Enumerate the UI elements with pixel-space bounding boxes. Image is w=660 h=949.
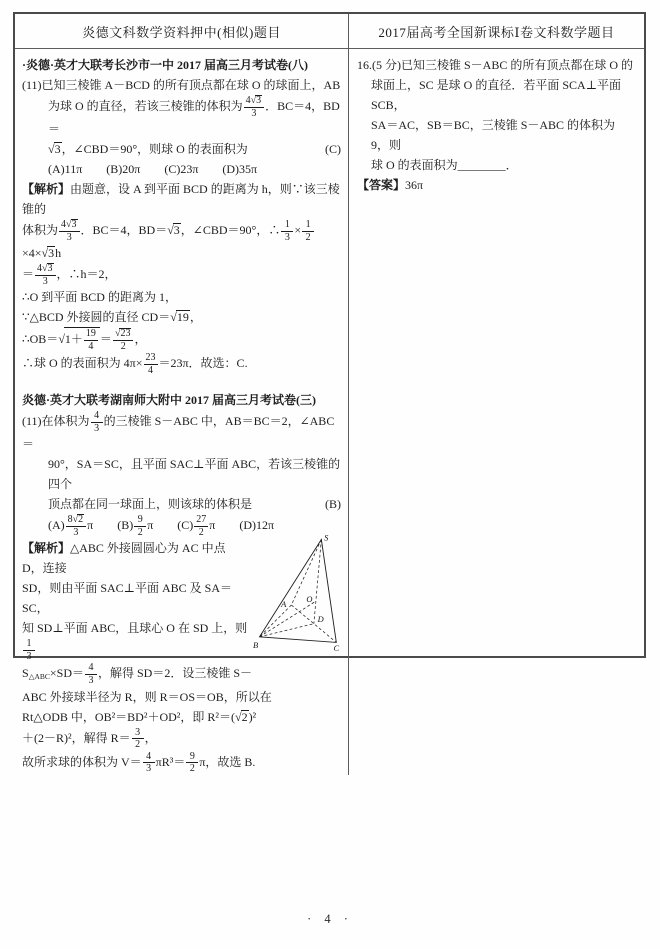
text-line: (11)在体积为 $\frac{4}{3}$ 的三棱锥 S－ABC 中，AB＝BC＝2，∠ABC＝: [22, 410, 335, 451]
left-column: [15, 49, 349, 775]
answer: 【答案】36π: [357, 178, 424, 192]
text-line: (C) √3，∠CBD＝90°，则球 O 的表面积为: [22, 139, 341, 159]
text-line: ∴O 到平面 BCD 的距离为 1，: [22, 290, 177, 304]
text-line: ABC 外接球半径为 R，则 R＝OS＝OB，所以在: [22, 689, 272, 704]
text-line: ∵△BCD 外接圆的直径 CD＝√19，: [22, 310, 202, 324]
figure-solid-edges: [260, 539, 337, 642]
options: (A)11π (B)20π (C)23π (D)35π: [48, 162, 258, 176]
problem-16: [357, 55, 636, 195]
text-line: Rt△ODB 中，OB²＝BD²＋OD²，即 R²＝(√2)²: [22, 709, 257, 724]
tetrahedron-figure: [253, 528, 341, 652]
text-line: ∴OB＝√1＋ $\frac{19}{4}$ ＝ $\frac{√23}{2}$ ，: [22, 328, 147, 352]
solution-2-block: [22, 532, 341, 775]
answer-letter: (B): [325, 497, 341, 511]
table-header-row: [15, 14, 644, 49]
document-table: [13, 12, 646, 775]
figure-label-s: S: [324, 532, 329, 543]
text-line: 【解析】△ABC 外接圆圆心为 AC 中点 D，连接: [22, 541, 226, 575]
table-body-row: [15, 49, 644, 775]
text-line: 【解析】由题意，设 A 到平面 BCD 的距离为 h，则∵该三棱锥的: [22, 182, 340, 216]
text-line: (B) 顶点都在同一球面上，则该球的体积是: [22, 494, 341, 514]
text-line: ∴球 O 的表面积为 4π× $\frac{23}{4}$ ＝23π．故选：C.: [22, 352, 248, 376]
source-title: 炎德·英才大联考湖南师大附中 2017 届高三月考试卷(三): [22, 393, 316, 407]
figure-line-bo: [260, 598, 316, 637]
options: (A) $\frac{8√2}{3}$ π (B) $\frac{9}{2}$ π (C) $\frac{27}{2}$ π (D)12π: [48, 514, 275, 538]
problem-2: [22, 390, 341, 538]
text-line: 90°，SA＝SC，且平面 SAC⊥平面 ABC，若该三棱锥的四个: [48, 457, 341, 491]
right-column: [349, 49, 644, 775]
source-title: ·炎德·英才大联考长沙市一中 2017 届高三月考试卷(八): [22, 58, 308, 72]
text-line: SA＝AC，SB＝BC，三棱锥 S－ABC 的体积为 9，则: [371, 118, 616, 152]
text-line: 16.(5 分)已知三棱锥 S－ABC 的所有顶点都在球 O 的: [357, 58, 634, 72]
figure-label-d: D: [317, 613, 324, 624]
header-cell-left: [15, 14, 349, 48]
problem-1: [22, 55, 341, 179]
figure-label-b: B: [253, 640, 259, 651]
figure-hidden-edge-ac: [291, 605, 336, 642]
page-number: · 4 ·: [307, 912, 353, 926]
text-line: (11)已知三棱锥 A－BCD 的所有顶点都在球 O 的球面上，AB: [22, 78, 341, 92]
header-right-title: 2017届高考全国新课标Ⅰ卷文科数学题目: [378, 24, 615, 40]
figure-line-bd: [260, 624, 314, 637]
text-line: ＝ $\frac{4√3}{3}$ ，∴h＝2，: [22, 263, 117, 287]
text-line: 体积为 $\frac{4√3}{3}$ ．BC＝4，BD＝√3，∠CBD＝90°，∴ $\frac{1}{3}$ × $\frac{1}{2}$ ×4×√3h: [22, 219, 341, 263]
text-line: 知 SD⊥平面 ABC，且球心 O 在 SD 上，则 $\frac{1}{3}$: [22, 621, 248, 662]
text-line: 球面上，SC 是球 O 的直径．若平面 SCA⊥平面 SCB，: [371, 78, 621, 112]
text-line: $S_{\triangle ABC}\times SD=$ $\frac{4}{3}$ ，解得 SD＝2．设三棱锥 S－: [22, 662, 253, 686]
figure-hidden-edge-ab: [260, 605, 292, 637]
figure-label-a: A: [281, 598, 287, 609]
header-left-title: 炎德文科数学资料押中(相似)题目: [82, 24, 281, 40]
header-cell-right: [349, 14, 644, 48]
text-line: 为球 O 的直径，若该三棱锥的体积为 $\frac{4√3}{3}$ ．BC＝4，BD＝: [48, 95, 340, 136]
text-line: 故所求球的体积为 V＝ $\frac{4}{3}$ πR³＝ $\frac{9}{2}$ π，故选 B.: [22, 750, 256, 775]
solution-1: [22, 179, 341, 376]
figure-label-o: O: [306, 594, 313, 605]
figure-line-sd: [314, 539, 321, 623]
text-line: 球 O 的表面积为________．: [371, 158, 518, 172]
answer-letter: (C): [325, 142, 341, 156]
figure-label-c: C: [333, 642, 340, 653]
text-line: ＋(2－R)²，解得 R＝ $\frac{3}{2}$ ，: [22, 726, 157, 751]
text-line: SD，则由平面 SAC⊥平面 ABC 及 SA＝SC，: [22, 581, 232, 615]
